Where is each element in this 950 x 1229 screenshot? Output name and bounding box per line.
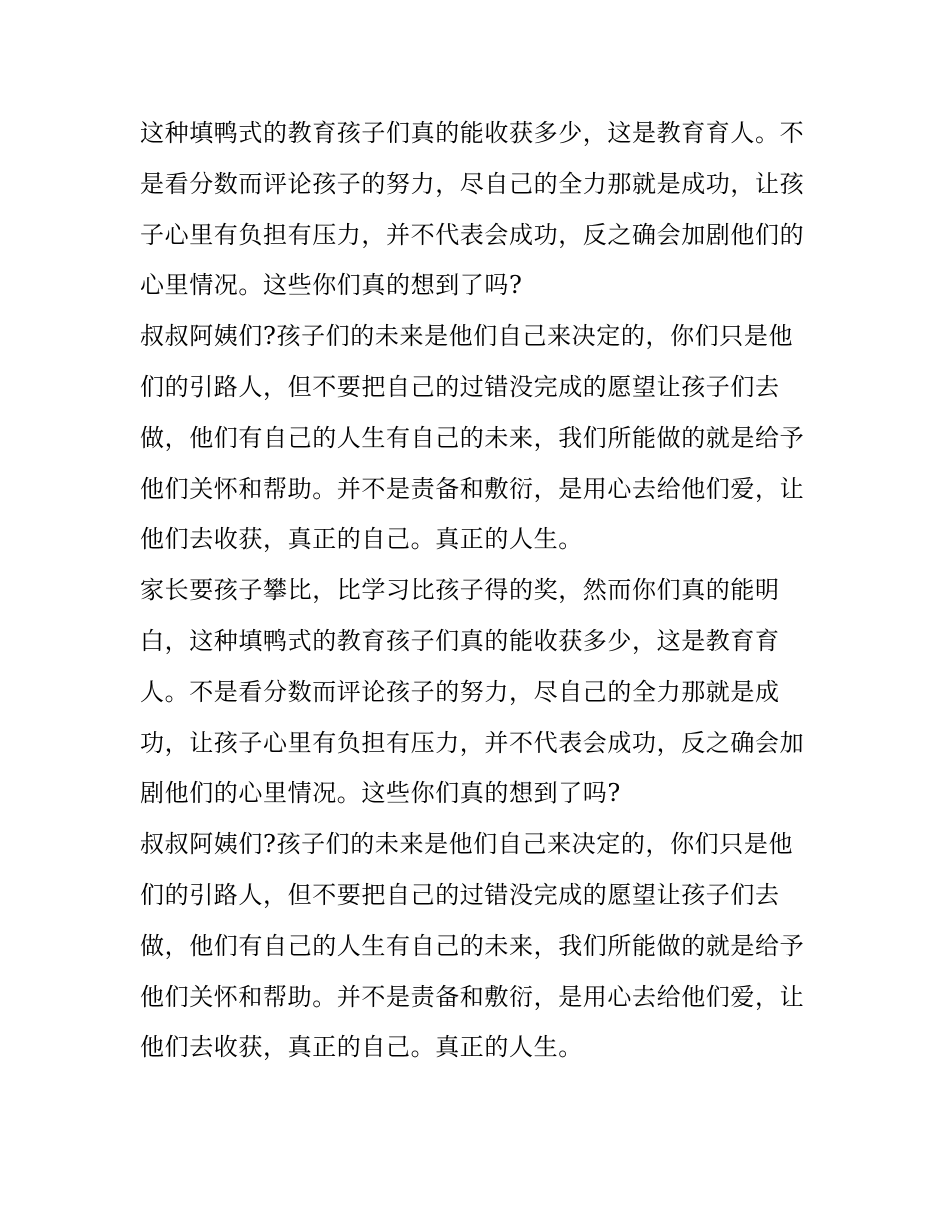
text-line: 功，让孩子心里有负担有压力，并不代表会成功，反之确会加: [140, 728, 805, 757]
document-body: [140, 108, 820, 1073]
text-line: 他们去收获，真正的自己。真正的人生。: [140, 1033, 583, 1062]
text-line: 他们关怀和帮助。并不是责备和敷衍，是用心去给他们爱，让: [140, 474, 805, 503]
text-line: 子心里有负担有压力，并不代表会成功，反之确会加剧他们的: [140, 220, 805, 249]
text-line: 人。不是看分数而评论孩子的努力，尽自己的全力那就是成: [140, 677, 780, 706]
text-line: 叔叔阿姨们?孩子们的未来是他们自己来决定的，你们只是他: [140, 830, 794, 859]
text-line: 做，他们有自己的人生有自己的未来，我们所能做的就是给予: [140, 931, 805, 960]
text-line: 白，这种填鸭式的教育孩子们真的能收获多少，这是教育育: [140, 626, 780, 655]
text-line: 们的引路人，但不要把自己的过错没完成的愿望让孩子们去: [140, 372, 780, 401]
text-line: 们的引路人，但不要把自己的过错没完成的愿望让孩子们去: [140, 880, 780, 909]
text-line: 他们去收获，真正的自己。真正的人生。: [140, 525, 583, 554]
text-line: 叔叔阿姨们?孩子们的未来是他们自己来决定的，你们只是他: [140, 322, 794, 351]
text-line: 是看分数而评论孩子的努力，尽自己的全力那就是成功，让孩: [140, 169, 805, 198]
text-line: 剧他们的心里情况。这些你们真的想到了吗?: [140, 779, 621, 808]
text-line: 家长要孩子攀比，比学习比孩子得的奖，然而你们真的能明: [140, 576, 780, 605]
text-line: 做，他们有自己的人生有自己的未来，我们所能做的就是给予: [140, 423, 805, 452]
text-line: 他们关怀和帮助。并不是责备和敷衍，是用心去给他们爱，让: [140, 982, 805, 1011]
text-line: 心里情况。这些你们真的想到了吗?: [140, 271, 523, 300]
text-line: 这种填鸭式的教育孩子们真的能收获多少，这是教育育人。不: [140, 119, 805, 147]
